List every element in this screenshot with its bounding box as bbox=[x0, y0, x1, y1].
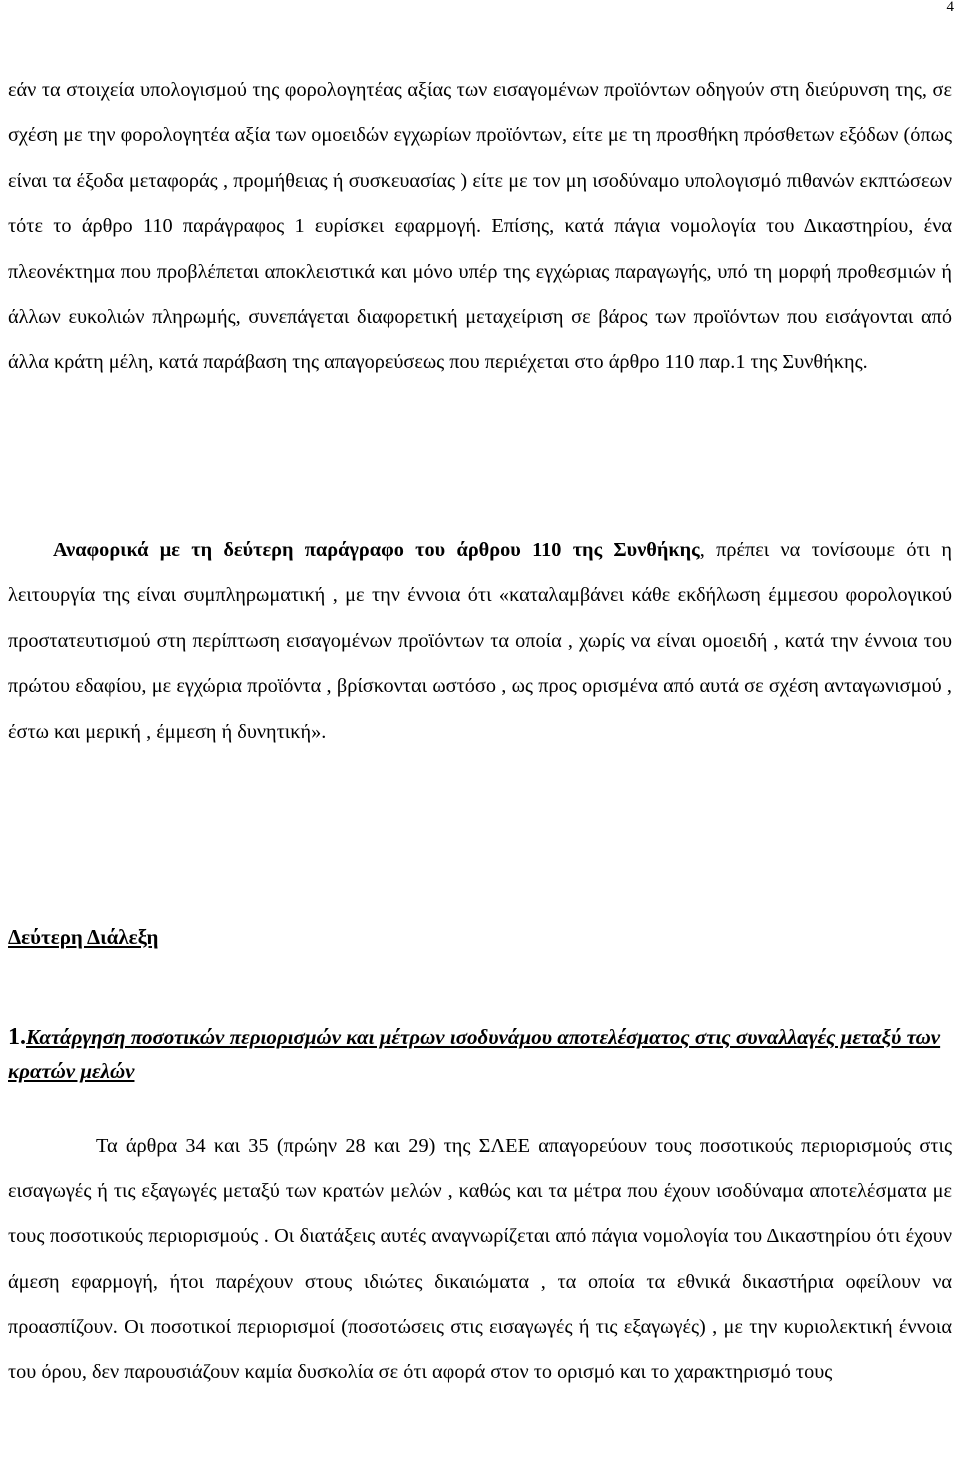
subsection-title: Κατάργηση ποσοτικών περιορισμών και μέτρων ισοδυνάμου αποτελέσματος στις συναλλαγές μεταξύ των κρατών μελών bbox=[8, 1025, 941, 1083]
paragraph-second-paragraph-article-110 bbox=[8, 528, 952, 755]
paragraph-body: , πρέπει να τονίσουμε ότι η λειτουργία της είναι συμπληρωματική , με την έννοια ότι «καταλαμβάνει κάθε εκδήλωση έμμεσου φορολογικού προστατευτισμού στη περίπτωση εισαγομένων προϊόντων τα οποία , χωρίς να είναι ομοειδή , κατά την έννοια του πρώτου εδαφίου, με εγχώρια προϊόντα , βρίσκονται ωστόσο , ως προς ορισμένα από αυτά σε σχέση ανταγωνισμού , έστω και μερική , έμμεση ή δυνητική». bbox=[8, 539, 952, 743]
paragraph-articles-34-35: Τα άρθρα 34 και 35 (πρώην 28 και 29) της ΣΛΕΕ απαγορεύουν τους ποσοτικούς περιορισμούς στις εισαγωγές ή τις εξαγωγές μεταξύ των κρατών μελών , καθώς και τα μέτρα που έχουν ισοδύναμα αποτελέσματα με τους ποσοτικούς περιορισμούς . Οι διατάξεις αυτές αναγνωρίζεται από πάγια νομολογία του Δικαστηρίου ότι έχουν άμεση εφαρμογή, ήτοι παρέχουν στους ιδιώτες δικαιώματα , τα οποία τα εθνικά δικαστήρια οφείλουν να προασπίζουν. Οι ποσοτικοί περιορισμοί (ποσοτώσεις στις εισαγωγές ή τις εξαγωγές) , με την κυριολεκτική έννοια του όρου, δεν παρουσιάζουν καμία δυσκολία σε ότι αφορά στον το ορισμό και το χαρακτηρισμό τους bbox=[8, 1135, 952, 1384]
section-heading: Δεύτερη Διάλεξη bbox=[8, 925, 159, 949]
page-number: 4 bbox=[946, 0, 954, 15]
subsection-number: 1. bbox=[8, 1024, 26, 1050]
paragraph-lead-bold: Αναφορικά με τη δεύτερη παράγραφο του άρθρου 110 της Συνθήκης bbox=[53, 539, 700, 561]
subsection-heading bbox=[8, 1020, 952, 1088]
paragraph-tax-value: εάν τα στοιχεία υπολογισμού της φορολογητέας αξίας των εισαγομένων προϊόντων οδηγούν στη διεύρυνση της, σε σχέση με την φορολογητέα αξία των ομοειδών εγχωρίων προϊόντων, είτε με τη προσθήκη πρόσθετων εξόδων (όπως είναι τα έξοδα μεταφοράς , προμήθειας ή συσκευασίας ) είτε με τον μη ισοδύναμο υπολογισμό πιθανών εκπτώσεων τότε το άρθρο 110 παράγραφος 1 ευρίσκει εφαρμογή. Επίσης, κατά πάγια νομολογία του Δικαστηρίου, ένα πλεονέκτημα που προβλέπεται αποκλειστικά και μόνο υπέρ της εγχώριας παραγωγής, υπό τη μορφή προθεσμιών ή άλλων ευκολιών πληρωμής, συνεπάγεται διαφορετική μεταχείριση σε βάρος των προϊόντων που εισάγονται από άλλα κράτη μέλη, κατά παράβαση της απαγορεύσεως που περιέχεται στο άρθρο 110 παρ.1 της Συνθήκης. bbox=[8, 79, 952, 374]
